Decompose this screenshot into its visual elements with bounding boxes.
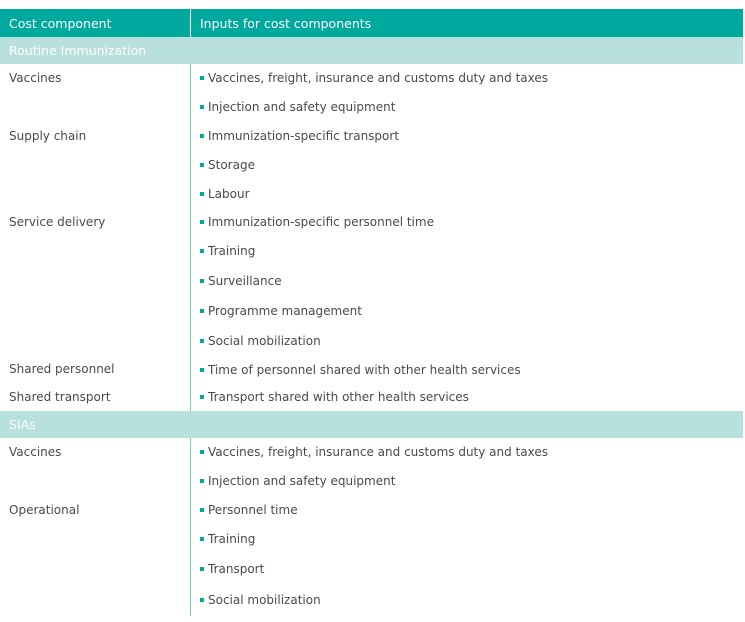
list-item: Labour: [200, 180, 743, 208]
bullet-icon: [200, 339, 204, 343]
row-label: Service delivery: [0, 208, 191, 356]
list-item: Immunization-specific transport: [200, 122, 743, 150]
bullet-icon: [200, 309, 204, 313]
list-item: Social mobilization: [200, 584, 743, 616]
bullet-icon: [200, 134, 204, 138]
row-items: [191, 208, 743, 356]
table-row: [0, 356, 743, 383]
table-row: [0, 438, 743, 496]
list-item: Vaccines, freight, insurance and customs duty and taxes: [200, 64, 743, 92]
row-items: [191, 122, 743, 208]
row-items: [191, 356, 743, 383]
section-sias: SIAs: [0, 411, 743, 438]
table-row: [0, 496, 743, 616]
row-label: Shared personnel: [0, 356, 191, 383]
list-item: Injection and safety equipment: [200, 466, 743, 496]
bullet-icon: [200, 192, 204, 196]
row-items: [191, 383, 743, 411]
row-items: [191, 496, 743, 616]
table-row: [0, 208, 743, 356]
bullet-icon: [200, 249, 204, 253]
bullet-icon: [200, 368, 204, 372]
list-item: Programme management: [200, 296, 743, 326]
list-item: Personnel time: [200, 496, 743, 524]
bullet-icon: [200, 598, 204, 602]
header-cost-component: Cost component: [0, 9, 191, 37]
table-header: [0, 9, 743, 37]
bullet-icon: [200, 76, 204, 80]
bullet-icon: [200, 163, 204, 167]
list-item: Immunization-specific personnel time: [200, 208, 743, 236]
list-item: Transport: [200, 554, 743, 584]
list-item: Vaccines, freight, insurance and customs duty and taxes: [200, 438, 743, 466]
header-inputs: Inputs for cost components: [200, 15, 372, 31]
row-items: [191, 438, 743, 496]
table-row: [0, 383, 743, 411]
bullet-icon: [200, 395, 204, 399]
list-item: Time of personnel shared with other health services: [200, 356, 743, 383]
row-label: Supply chain: [0, 122, 191, 208]
list-item: Social mobilization: [200, 326, 743, 356]
bullet-icon: [200, 508, 204, 512]
list-item: Surveillance: [200, 266, 743, 296]
section-routine-immunization: Routine Immunization: [0, 37, 743, 64]
row-label: Vaccines: [0, 438, 191, 496]
row-label: Shared transport: [0, 383, 191, 411]
bullet-icon: [200, 450, 204, 454]
list-item: Injection and safety equipment: [200, 92, 743, 122]
list-item: Training: [200, 524, 743, 554]
cost-components-table: [0, 9, 743, 616]
list-item: Storage: [200, 150, 743, 180]
row-items: [191, 64, 743, 122]
bullet-icon: [200, 479, 204, 483]
list-item: Transport shared with other health services: [200, 383, 743, 411]
table-row: [0, 64, 743, 122]
bullet-icon: [200, 537, 204, 541]
bullet-icon: [200, 220, 204, 224]
table-row: [0, 122, 743, 208]
row-label: Vaccines: [0, 64, 191, 122]
bullet-icon: [200, 567, 204, 571]
list-item: Training: [200, 236, 743, 266]
row-label: Operational: [0, 496, 191, 616]
bullet-icon: [200, 279, 204, 283]
bullet-icon: [200, 105, 204, 109]
